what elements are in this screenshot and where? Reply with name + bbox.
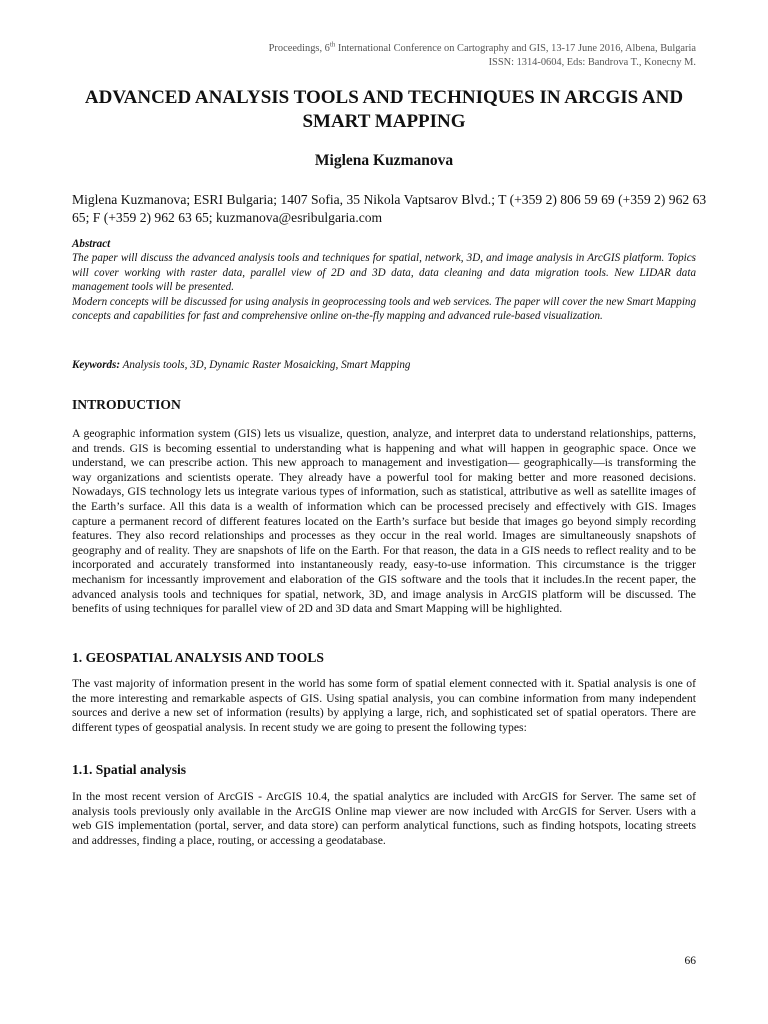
- author-name: Miglena Kuzmanova: [314, 152, 454, 169]
- section-1-paragraph: The vast majority of information present in the world has some form of spatial element connected with it. Spatial analysis is one of the more interesting and remarkable aspects of GIS. Using spatial analysis, you can combine information from many independent sources and derive a new set of information (results) by applying a large, rich, and sophisticated set of spatial operators. There are different types of geospatial analysis. In recent study we are going to present the following types:: [72, 677, 696, 734]
- section-1-1-paragraph: In the most recent version of ArcGIS - ArcGIS 10.4, the spatial analytics are included with ArcGIS for Server. The same set of analysis tools previously only available in the ArcGIS Online map viewer are now included with ArcGIS for Server. Users with a web GIS implementation (portal, server, and data store) can perform analytical functions, such as finding hotspots, locating streets and addresses, finding a place, routing, or accessing a geodatabase.: [72, 790, 696, 847]
- keywords-label: Keywords:: [72, 359, 121, 371]
- header-line-1: Proceedings, 6th International Conference on Cartography and GIS, 13-17 June 2016, Albena, Bulgaria: [268, 40, 696, 54]
- keywords-text: Analysis tools, 3D, Dynamic Raster Mosaicking, Smart Mapping: [120, 359, 411, 371]
- abstract: [72, 237, 696, 323]
- keywords: [72, 359, 696, 371]
- abstract-label: Abstract: [72, 238, 111, 250]
- section-1-1-heading: 1.1. Spatial analysis: [72, 762, 187, 777]
- proceedings-header: [269, 42, 696, 70]
- abstract-paragraph-1: The paper will discuss the advanced analysis tools and techniques for spatial, network, 3D, and image analysis in ArcGIS platform. Topics will cover working with raster data, parallel view of 2D and 3D data, data cleaning and data migration tools. New LIDAR data management tools will be presented.: [72, 252, 696, 294]
- introduction-heading: INTRODUCTION: [72, 397, 181, 412]
- section-1-heading: 1. GEOSPATIAL ANALYSIS AND TOOLS: [72, 650, 324, 665]
- author-affiliation: Miglena Kuzmanova; ESRI Bulgaria; 1407 Sofia, 35 Nikola Vaptsarov Blvd.; T (+359 2) 806 59 69 (+359 2) 962 63 65; F (+359 2) 962 63 65; kuzmanova@esribulgaria.com: [72, 192, 707, 225]
- ordinal-suffix: th: [329, 40, 336, 49]
- header-line-2: ISSN: 1314-0604, Eds: Bandrova T., Konecny M.: [488, 57, 696, 68]
- paper-title: ADVANCED ANALYSIS TOOLS AND TECHNIQUES IN ARCGIS AND SMART MAPPING: [84, 87, 684, 132]
- page-number: 66: [684, 955, 696, 967]
- introduction-paragraph: A geographic information system (GIS) lets us visualize, question, analyze, and interpret data to understand relationships, patterns, and trends. GIS is becoming essential to understanding what is happening and what will happen in geographic space. Once we understand, we can prescribe action. This new approach to management and investigation— geographically—is transforming the way organizations and scientists operate. They already have a powerful tool for making better and more reasoned decisions. Nowadays, GIS technology lets us integrate various types of information, such as statistical, attributive as well as satellite images of the Earth’s surface. All this data is a wealth of information which can be processed precisely and effectively with GIS. Images capture a permanent record of different features located on the Earth’s surface but beside that images go beyond simply recording features. They also record relationships and processes as they occur in the real world. Images are simultaneously snapshots of geography and of reality. They are snapshots of life on the Earth. For that reason, the data in a GIS needs to reflect reality and to be incorporated and accurately transformed into instantaneously ready, easy-to-use information. This circumstance is the trigger mechanism for incessantly improvement and elaboration of the GIS software and the tools that it includes.In the recent paper, the advanced analysis tools and techniques for spatial, network, 3D, and image analysis in ArcGIS platform will be discussed. The benefits of using techniques for parallel view of 2D and 3D data and Smart Mapping will be highlighted.: [72, 427, 696, 616]
- abstract-paragraph-2: Modern concepts will be discussed for using analysis in geoprocessing tools and web services. The paper will cover the new Smart Mapping concepts and capabilities for fast and comprehensive online on-the-fly mapping and advanced rule-based visualization.: [72, 295, 696, 323]
